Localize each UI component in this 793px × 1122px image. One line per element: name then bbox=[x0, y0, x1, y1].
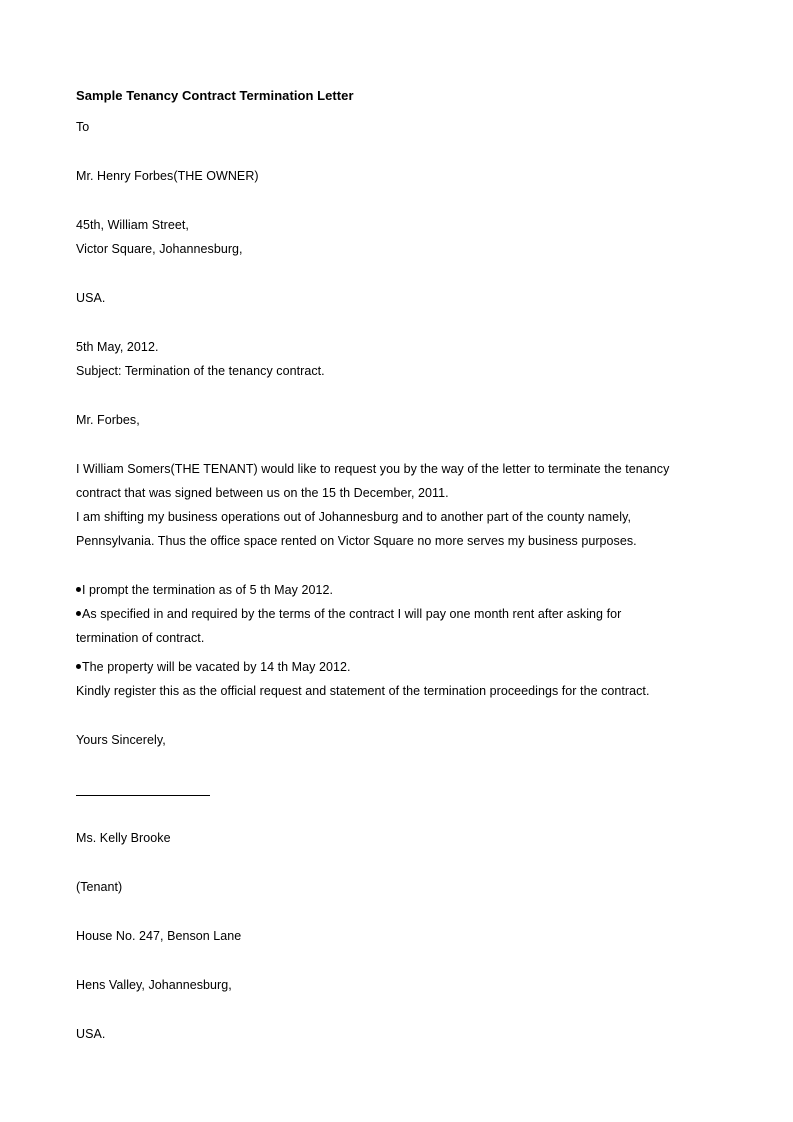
recipient-address-line1: 45th, William Street, bbox=[76, 218, 189, 232]
recipient-address-line2: Victor Square, Johannesburg, bbox=[76, 242, 243, 256]
bullet-item bbox=[76, 606, 621, 622]
bullet-text: The property will be vacated by 14 th May 2012. bbox=[82, 660, 351, 674]
sender-address-line2: Hens Valley, Johannesburg, bbox=[76, 978, 232, 992]
bullet-item bbox=[76, 582, 333, 598]
body-line: Pennsylvania. Thus the office space rented on Victor Square no more serves my business purposes. bbox=[76, 534, 637, 548]
bullet-icon bbox=[76, 587, 81, 592]
sender-role: (Tenant) bbox=[76, 880, 123, 894]
body-line: I am shifting my business operations out of Johannesburg and to another part of the county namely, bbox=[76, 510, 631, 524]
to-label: To bbox=[76, 120, 90, 134]
closing-request: Kindly register this as the official request and statement of the termination proceedings for the contract. bbox=[76, 684, 650, 698]
document-title: Sample Tenancy Contract Termination Letter bbox=[76, 88, 354, 103]
bullet-icon bbox=[76, 611, 81, 616]
sender-country: USA. bbox=[76, 1027, 106, 1041]
bullet-text: I prompt the termination as of 5 th May 2012. bbox=[82, 583, 333, 597]
body-line: contract that was signed between us on the 15 th December, 2011. bbox=[76, 486, 449, 500]
letter-date: 5th May, 2012. bbox=[76, 340, 159, 354]
bullet-continuation: termination of contract. bbox=[76, 631, 205, 645]
sender-name: Ms. Kelly Brooke bbox=[76, 831, 171, 845]
bullet-icon bbox=[76, 664, 81, 669]
bullet-item bbox=[76, 659, 350, 675]
recipient-name: Mr. Henry Forbes(THE OWNER) bbox=[76, 169, 259, 183]
signature-line bbox=[76, 795, 210, 796]
sender-address-line1: House No. 247, Benson Lane bbox=[76, 929, 242, 943]
body-line: I William Somers(THE TENANT) would like to request you by the way of the letter to terminate the tenancy bbox=[76, 462, 670, 476]
recipient-country: USA. bbox=[76, 291, 106, 305]
sign-off: Yours Sincerely, bbox=[76, 733, 166, 747]
subject-line: Subject: Termination of the tenancy contract. bbox=[76, 364, 325, 378]
bullet-text: As specified in and required by the terms of the contract I will pay one month rent after asking for bbox=[82, 607, 622, 621]
salutation: Mr. Forbes, bbox=[76, 413, 140, 427]
